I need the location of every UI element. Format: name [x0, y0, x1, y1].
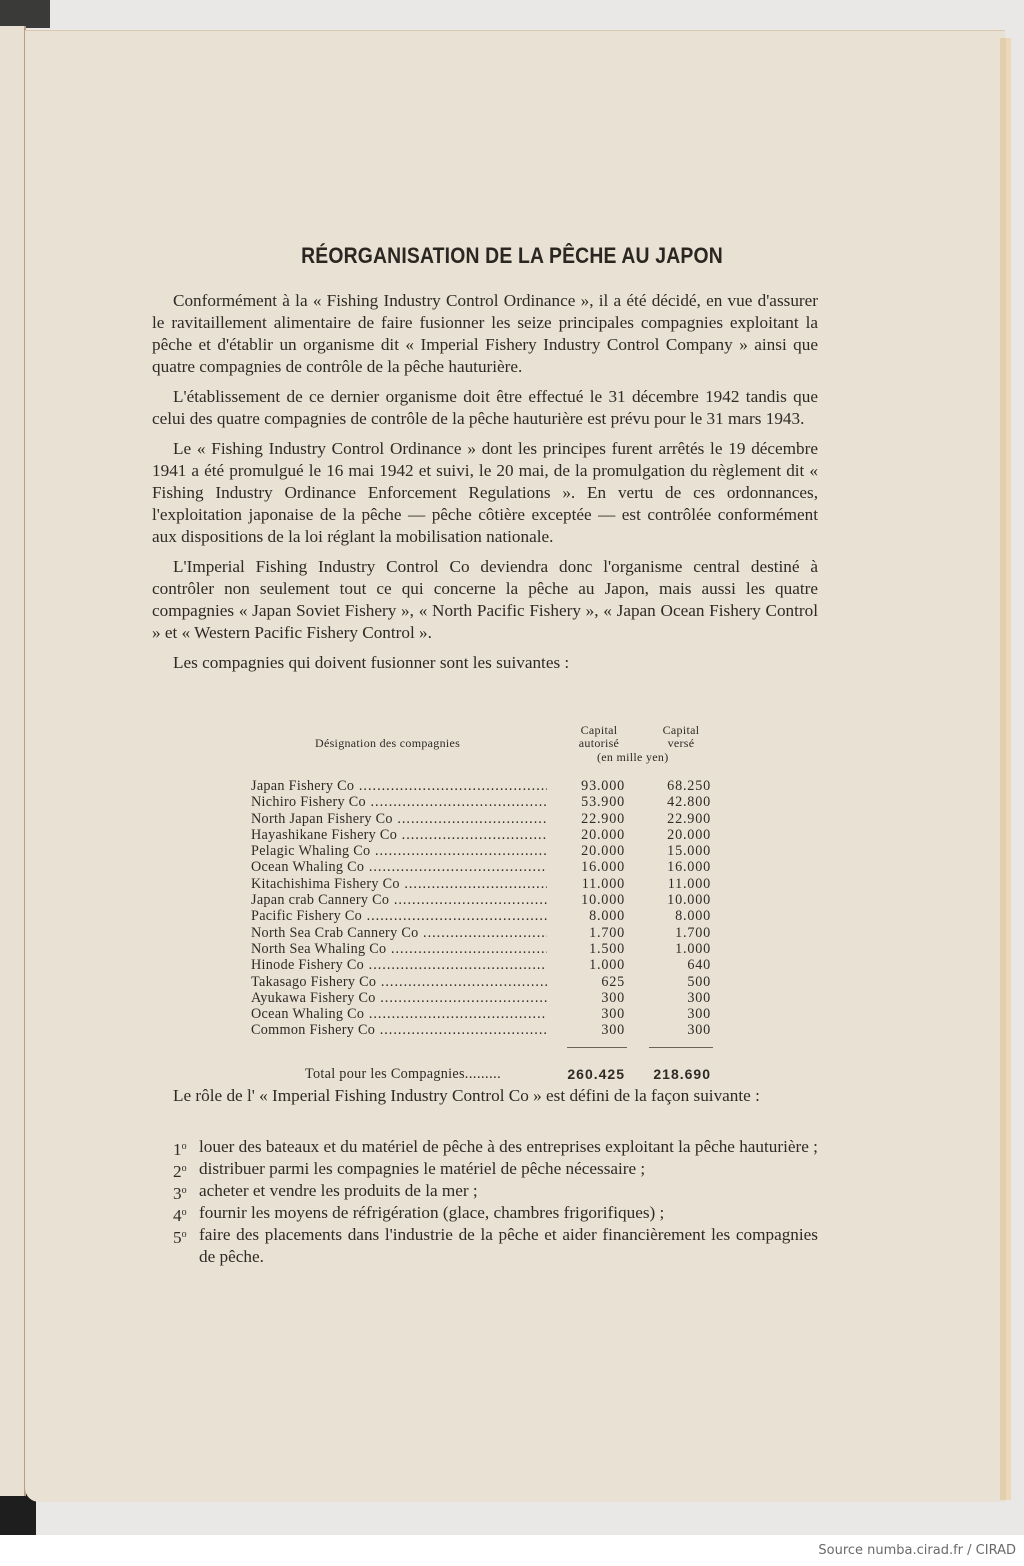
- capital-verse: 10.000: [667, 892, 711, 909]
- company-name: Japan crab Cannery Co .....: [251, 892, 547, 908]
- capital-verse: 300: [687, 989, 711, 1006]
- list-item-text: fournir les moyens de réfrigération (glace, chambres frigorifiques) ;: [199, 1203, 665, 1222]
- paragraph-5: Les compagnies qui doivent fusionner sont les suivantes :: [173, 653, 570, 672]
- capital-verse: 42.800: [667, 794, 711, 811]
- capital-autorise: 1.000: [589, 957, 625, 974]
- list-number: 4$^o$: [173, 1206, 187, 1225]
- table-row: [251, 974, 721, 990]
- company-name: Pacific Fishery Co .....: [251, 908, 547, 924]
- header-line: Capital: [662, 723, 700, 737]
- list-item-text: acheter et vendre les produits de la mer ;: [199, 1181, 478, 1200]
- capital-verse: 8.000: [675, 908, 711, 925]
- companies-table: [251, 724, 721, 1087]
- capital-autorise: 16.000: [581, 859, 625, 876]
- company-name: North Japan Fishery Co .....: [251, 811, 547, 827]
- table-row: [251, 876, 721, 892]
- role-section: [152, 1085, 818, 1115]
- list-item-text: distribuer parmi les compagnies le matériel de pêche nécessaire ;: [199, 1159, 646, 1178]
- role-list: [152, 1136, 818, 1268]
- capital-verse: 22.900: [667, 810, 711, 827]
- total-rule: [567, 1047, 627, 1048]
- capital-autorise: 8.000: [589, 908, 625, 925]
- total-capital-autorise: 260.425: [567, 1065, 625, 1082]
- capital-autorise: 10.000: [581, 892, 625, 909]
- header-line: versé: [667, 736, 695, 750]
- table-total-row: [251, 1061, 721, 1087]
- table-row: [251, 843, 721, 859]
- table-row: [251, 827, 721, 843]
- article-body: [152, 290, 818, 682]
- capital-autorise: 93.000: [581, 778, 625, 794]
- header-capital-autorise: [569, 724, 629, 750]
- list-item: [152, 1136, 818, 1158]
- capital-verse: 1.700: [675, 924, 711, 941]
- company-name: Hayashikane Fishery Co .....: [251, 827, 547, 843]
- capital-verse: 11.000: [667, 875, 711, 892]
- table-row: [251, 811, 721, 827]
- source-credit: Source numba.cirad.fr / CIRAD: [818, 1543, 1016, 1558]
- company-name: Ocean Whaling Co .....: [251, 859, 547, 875]
- table-row: [251, 1006, 721, 1022]
- company-name: Hinode Fishery Co .....: [251, 957, 547, 973]
- company-name: Ayukawa Fishery Co .....: [251, 990, 547, 1006]
- page-title: RÉORGANISATION DE LA PÊCHE AU JAPON: [301, 243, 723, 268]
- capital-verse: 15.000: [667, 843, 711, 860]
- company-name: Japan Fishery Co .....: [251, 778, 547, 794]
- paragraph-4: L'Imperial Fishing Industry Control Co deviendra donc l'organisme central destiné à contrôler non seulement tout ce qui concerne la pêche au Japon, mais aussi les quatre compagnies « Japan Soviet Fishery », « North Pacific Fishery », « Japan Ocean Fishery Control » et « Western Pacific Fishery Control ».: [152, 557, 818, 642]
- table-header: [251, 724, 721, 778]
- capital-verse: 300: [687, 1022, 711, 1039]
- header-line: Capital: [580, 723, 618, 737]
- capital-verse: 640: [687, 957, 711, 974]
- capital-verse: 68.250: [667, 778, 711, 794]
- header-capital-verse: [651, 724, 711, 750]
- company-name: North Sea Crab Cannery Co .....: [251, 925, 547, 941]
- table-row: [251, 1022, 721, 1038]
- paragraph-3: Le « Fishing Industry Control Ordinance » dont les principes furent arrêtés le 19 décembre 1941 a été promulgué le 16 mai 1942 et suivi, le 20 mai, de la promulgation du règlement dit « Fishing Industry Ordinance Enforcement Regulations ». En vertu de ces ordonnances, l'exploitation japonaise de la pêche — pêche côtière exceptée — est contrôlée conformément aux dispositions de la loi réglant la mobilisation nationale.: [152, 439, 818, 546]
- header-unit: (en mille yen): [597, 750, 669, 764]
- capital-autorise: 20.000: [581, 843, 625, 860]
- total-rule: [649, 1047, 713, 1048]
- table-row: [251, 941, 721, 957]
- header-line: autorisé: [578, 736, 620, 750]
- table-row: [251, 957, 721, 973]
- capital-autorise: 1.700: [589, 924, 625, 941]
- company-name: Ocean Whaling Co .....: [251, 1006, 547, 1022]
- scanner-shadow-top: [0, 0, 50, 28]
- capital-verse: 20.000: [667, 826, 711, 843]
- list-item-text: faire des placements dans l'industrie de la pêche et aider financièrement les compagnies de pêche.: [199, 1225, 818, 1266]
- paragraph-2: L'établissement de ce dernier organisme doit être effectué le 31 décembre 1942 tandis que celui des quatre compagnies de contrôle de la pêche hauturière est prévu pour le 31 mars 1943.: [152, 387, 818, 428]
- table-row: [251, 908, 721, 924]
- company-name: Kitachishima Fishery Co .....: [251, 876, 547, 892]
- role-intro: Le rôle de l' « Imperial Fishing Industry Control Co » est défini de la façon suivante :: [173, 1086, 760, 1105]
- total-capital-verse: 218.690: [653, 1065, 711, 1082]
- page-stack-edge: [1006, 38, 1011, 1500]
- capital-autorise: 625: [601, 973, 625, 990]
- table-row: [251, 990, 721, 1006]
- list-number: 1$^o$: [173, 1140, 187, 1159]
- table-row: [251, 778, 721, 794]
- capital-autorise: 20.000: [581, 826, 625, 843]
- company-name: Nichiro Fishery Co .....: [251, 794, 547, 810]
- capital-verse: 500: [687, 973, 711, 990]
- list-number: 5$^o$: [173, 1228, 187, 1247]
- capital-autorise: 22.900: [581, 810, 625, 827]
- header-designation: Désignation des compagnies: [315, 736, 461, 750]
- company-name: Takasago Fishery Co .....: [251, 974, 547, 990]
- capital-verse: 16.000: [667, 859, 711, 876]
- list-item: [152, 1158, 818, 1180]
- capital-autorise: 300: [601, 989, 625, 1006]
- total-label: Total pour les Compagnies .....: [305, 1061, 501, 1087]
- previous-page-edge: [0, 26, 26, 1496]
- capital-verse: 300: [687, 1006, 711, 1023]
- list-item-text: louer des bateaux et du matériel de pêche à des entreprises exploitant la pêche hauturière ;: [199, 1137, 818, 1156]
- capital-autorise: 300: [601, 1022, 625, 1039]
- list-item: [152, 1180, 818, 1202]
- table-row: [251, 794, 721, 810]
- capital-autorise: 53.900: [581, 794, 625, 811]
- list-item: [152, 1202, 818, 1224]
- capital-autorise: 11.000: [581, 875, 625, 892]
- company-name: Common Fishery Co .....: [251, 1022, 547, 1038]
- paragraph-1: Conformément à la « Fishing Industry Control Ordinance », il a été décidé, en vue d'assurer le ravitaillement alimentaire de faire fusionner les seize principales compagnies exploitant la pêche et d'établir un organisme dit « Imperial Fishery Industry Control Company » ainsi que quatre compagnies de contrôle de la pêche hauturière.: [152, 291, 818, 376]
- list-item: [152, 1224, 818, 1268]
- capital-autorise: 1.500: [589, 940, 625, 957]
- table-row: [251, 892, 721, 908]
- list-number: 2$^o$: [173, 1162, 187, 1181]
- capital-autorise: 300: [601, 1006, 625, 1023]
- capital-verse: 1.000: [675, 940, 711, 957]
- company-name: Pelagic Whaling Co .....: [251, 843, 547, 859]
- list-number: 3$^o$: [173, 1184, 187, 1203]
- company-name: North Sea Whaling Co .....: [251, 941, 547, 957]
- table-row: [251, 925, 721, 941]
- table-row: [251, 859, 721, 875]
